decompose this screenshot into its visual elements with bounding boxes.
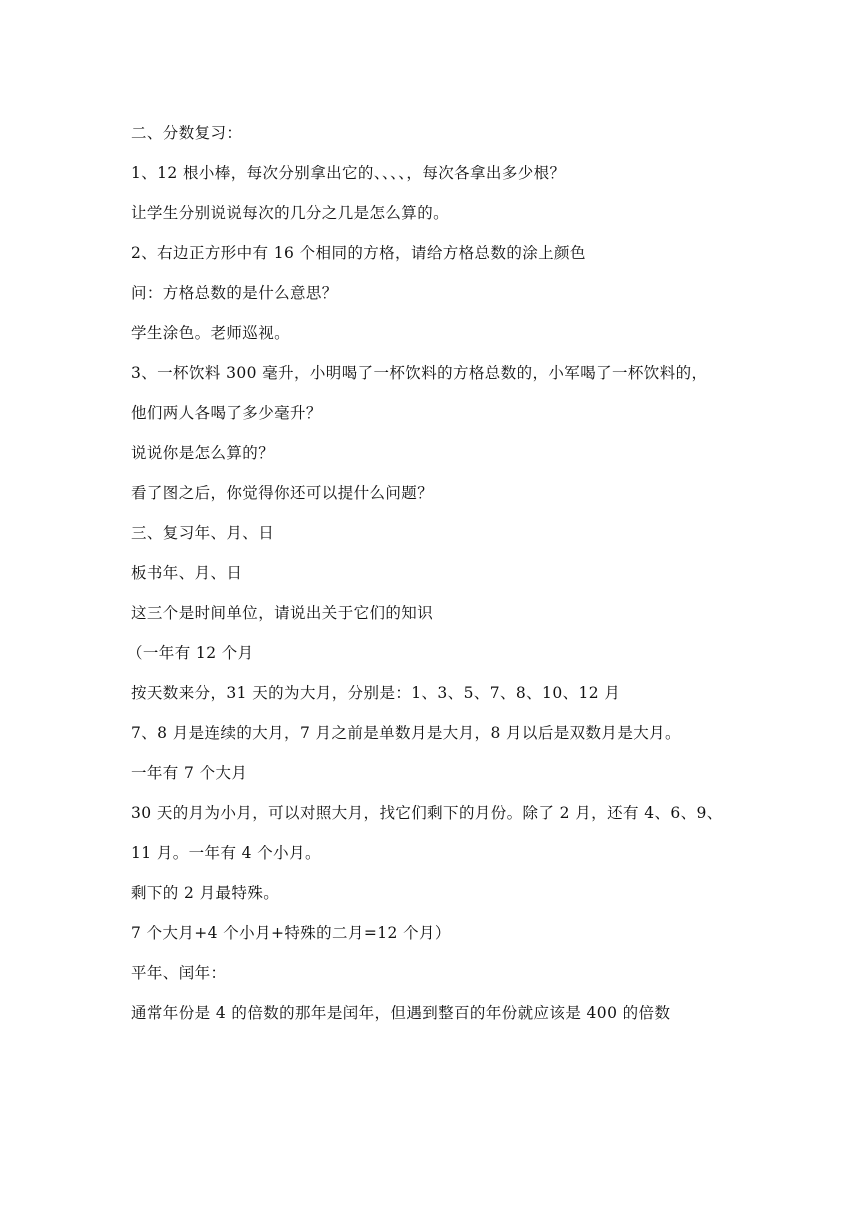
document-body — [127, 113, 751, 1033]
paragraph: 他们两人各喝了多少毫升？ — [131, 404, 322, 422]
paragraph: 板书年、月、日 — [131, 564, 243, 582]
paragraph: 按天数来分，31 天的为大月，分别是：1、3、5、7、8、10、12 月 — [131, 684, 621, 702]
paragraph: 7 个大月+4 个小月+特殊的二月=12 个月） — [131, 924, 451, 942]
paragraph: 1、12 根小棒，每次分别拿出它的、、、、，每次各拿出多少根？ — [131, 164, 566, 182]
paragraph: 问：方格总数的是什么意思？ — [131, 284, 338, 302]
paragraph: 剩下的 2 月最特殊。 — [131, 884, 280, 902]
paragraph: 说说你是怎么算的？ — [131, 444, 275, 462]
paragraph: 这三个是时间单位，请说出关于它们的知识 — [131, 604, 434, 622]
paragraph: 通常年份是 4 的倍数的那年是闰年，但遇到整百的年份就应该是 400 的倍数 — [131, 1004, 671, 1022]
paragraph: 2、右边正方形中有 16 个相同的方格，请给方格总数的涂上颜色 — [131, 244, 586, 262]
section-heading-fraction-review: 二、分数复习： — [131, 124, 243, 142]
paragraph: 11 月。一年有 4 个小月。 — [131, 844, 321, 862]
paragraph: 看了图之后，你觉得你还可以提什么问题？ — [131, 484, 434, 502]
paragraph: 一年有 7 个大月 — [131, 764, 248, 782]
paragraph: 7、8 月是连续的大月，7 月之前是单数月是大月，8 月以后是双数月是大月。 — [131, 724, 681, 742]
paragraph: 让学生分别说说每次的几分之几是怎么算的。 — [131, 204, 450, 222]
paragraph: （一年有 12 个月 — [127, 644, 254, 662]
paragraph: 学生涂色。老师巡视。 — [131, 324, 291, 342]
paragraph: 3、一杯饮料 300 毫升，小明喝了一杯饮料的方格总数的，小军喝了一杯饮料的， — [131, 364, 708, 382]
section-heading-calendar-review: 三、复习年、月、日 — [131, 524, 275, 542]
paragraph: 平年、闰年： — [131, 964, 227, 982]
paragraph: 30 天的月为小月，可以对照大月，找它们剩下的月份。除了 2 月，还有 4、6、9、 — [131, 804, 723, 822]
